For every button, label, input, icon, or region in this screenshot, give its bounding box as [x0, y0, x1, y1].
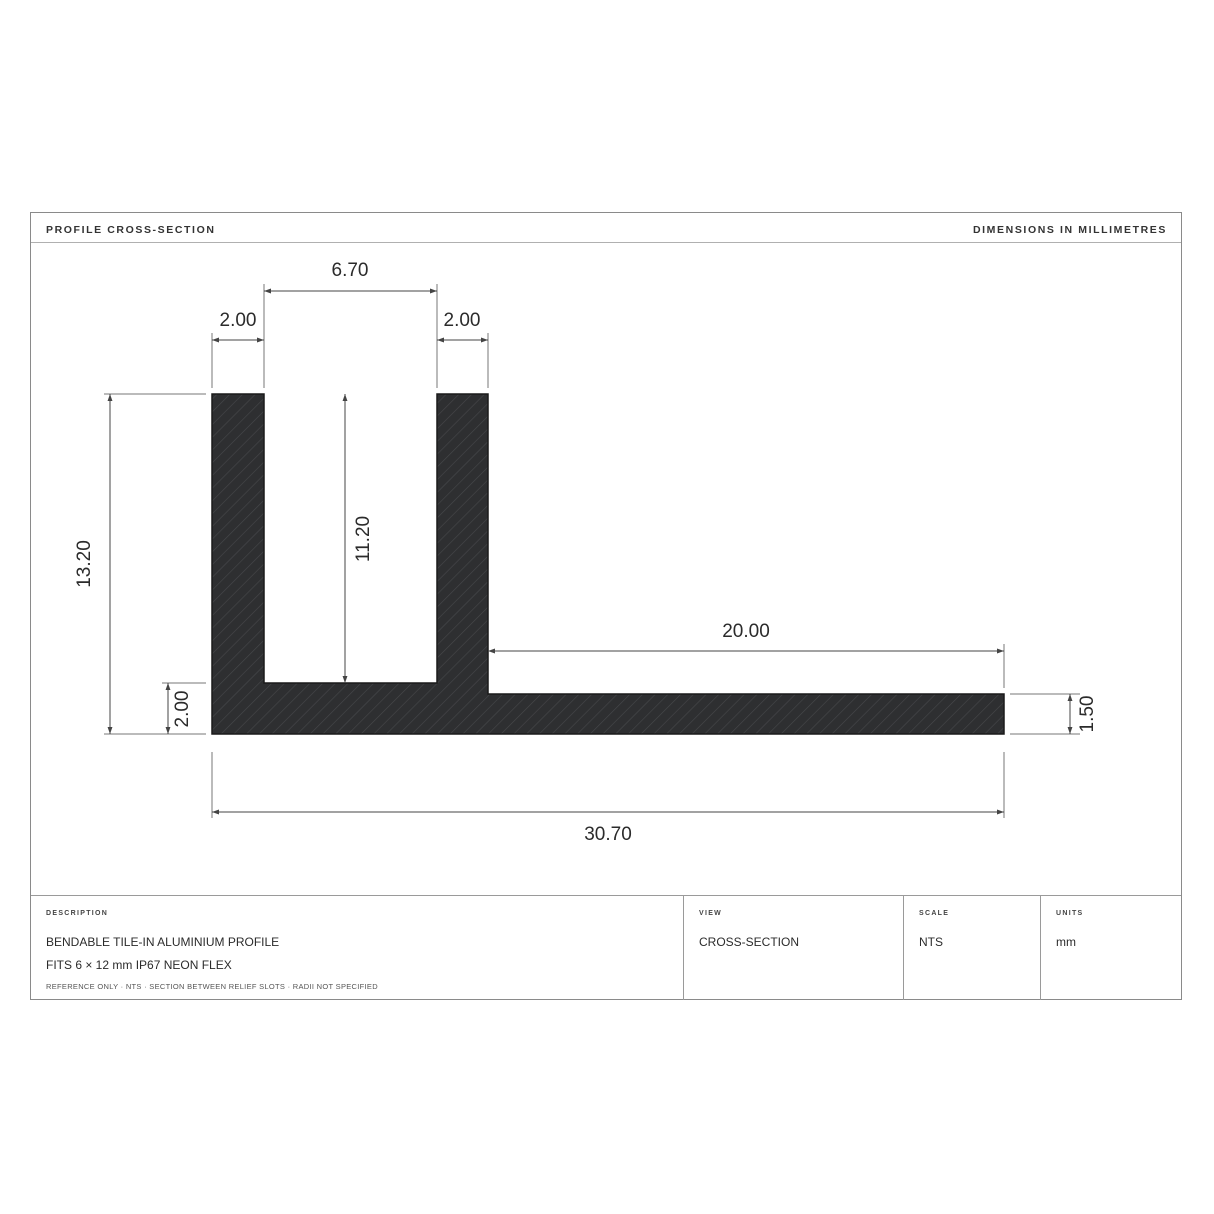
dim-channel-opening: 6.70 [331, 260, 369, 281]
description-label: DESCRIPTION [46, 910, 109, 917]
scale-value: NTS [919, 935, 943, 949]
dim-right-wall: 2.00 [443, 310, 481, 331]
dim-base-thickness: 2.00 [172, 690, 193, 728]
description-line-1: BENDABLE TILE-IN ALUMINIUM PROFILE [46, 935, 280, 949]
dim-overall-height: 13.20 [74, 540, 95, 588]
scale-label: SCALE [919, 910, 950, 917]
dim-overall-width: 30.70 [584, 824, 632, 845]
profile-section [212, 394, 1004, 734]
dim-flange-length: 20.00 [722, 621, 770, 642]
view-label: VIEW [699, 910, 723, 917]
dim-left-wall: 2.00 [219, 310, 257, 331]
view-value: CROSS-SECTION [699, 935, 800, 949]
dim-channel-depth: 11.20 [353, 515, 374, 563]
sheet-title: PROFILE CROSS-SECTION [46, 224, 216, 236]
units-note: DIMENSIONS IN MILLIMETRES [972, 224, 1167, 236]
dim-flange-thickness: 1.50 [1077, 695, 1098, 733]
units-label: UNITS [1056, 910, 1084, 917]
description-line-2: FITS 6 × 12 mm IP67 NEON FLEX [46, 958, 232, 972]
reference-note: REFERENCE ONLY · NTS · SECTION BETWEEN RELIEF SLOTS · RADII NOT SPECIFIED [46, 982, 378, 991]
units-value: mm [1056, 935, 1076, 949]
